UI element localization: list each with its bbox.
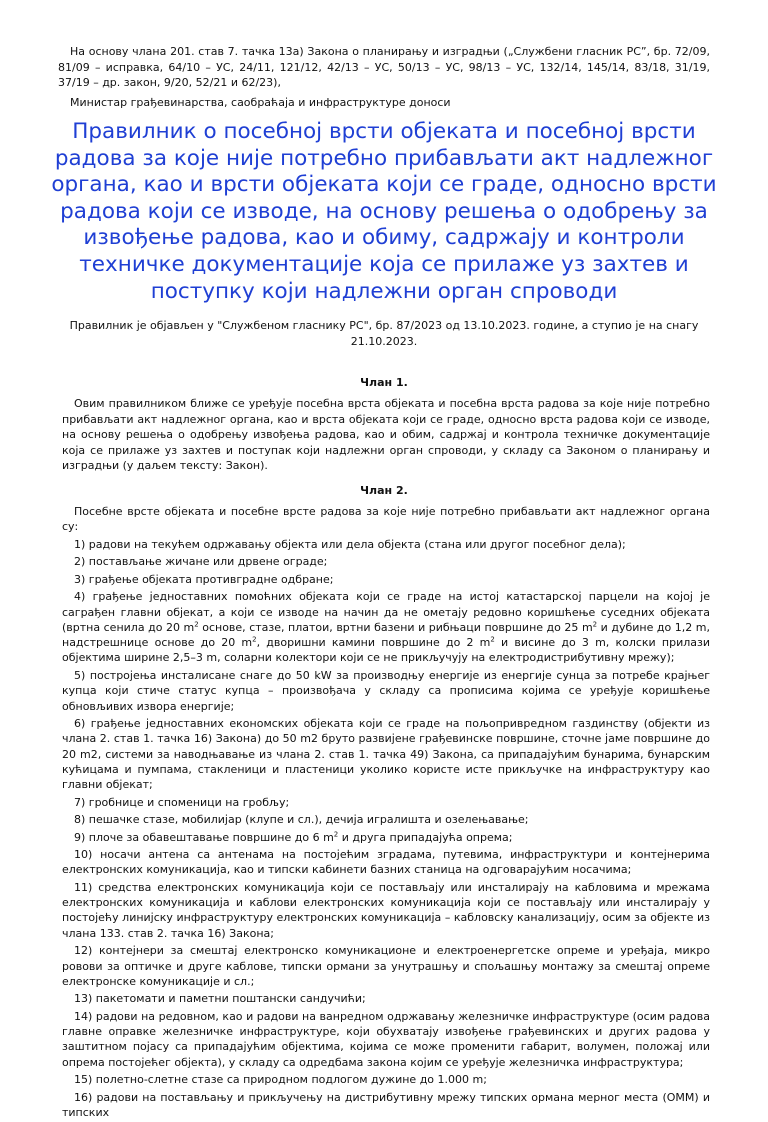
exponent: 2 — [333, 829, 339, 838]
list-item-text: основе, стазе, платои, вртни базени и рибњаци површине до 25 m — [202, 620, 593, 634]
list-item-text: , дворишни камини површине до 2 m — [256, 636, 491, 650]
list-item-text: 4) грађење једноставних помоћних објеката који се граде на истој катастарској парцели на којој је саграђен главни објекат, а који се изводе на начин да не ометају редовно коришћење суседних објеката (вртна сенила до 20 m — [62, 590, 710, 634]
list-item-text: и висине до 3 m, колски прилази објектима ширине 2,5–3 m, соларни колектори који се не прикључују на електродистрибутивну мрежу); — [62, 636, 710, 665]
list-item: 12) контејнери за смештај електронско комуникационе и електроенергетске опреме и уређаја, микро ровови за оптичке и друге каблове, типски ормани за унутрашњу и спољашњу монтажу за смештај опреме електронске комуникације и сл.; — [62, 944, 710, 988]
issuer-line: Министар грађевинарства, саобраћаја и инфраструктуре доноси — [70, 95, 451, 109]
list-item — [62, 830, 710, 845]
article-2-intro: Посебне врсте објеката и посебне врсте радова за које није потребно прибављати акт надлежног органа су: — [62, 505, 710, 534]
list-item: 14) радови на редовном, као и радови на ванредном одржавању железничке инфраструктуре (осим радова главне оправке железничке инфраструктуре, који обухватају извођење грађевинских и других радова у заштитном појасу са припадајућим објектима, којима се може променити габарит, волумен, положај или опрема постојећег објекта), у складу са одредбама закона којим се уређује железничка инфраструктура; — [62, 1009, 710, 1069]
preamble — [58, 44, 710, 110]
article-2-heading: Члан 2. — [360, 484, 408, 497]
publication-note: Правилник је објављен у "Службеном гласнику РС", бр. 87/2023 од 13.10.2023. године, а ступио је на снагу 21.10.2023. — [69, 319, 699, 348]
list-item-text: и друга припадајућа опрема; — [338, 830, 513, 844]
list-item: 5) постројења инсталисане снаге до 50 kW за производњу енергије из енергије сунца за потребе крајњег купца који стиче статус купца – произвођача у складу са прописима којима се уређује коришћење обновљивих извора енергије; — [62, 668, 710, 713]
exponent: 2 — [490, 635, 495, 644]
list-item: 15) полетно-слетне стазе са природном подлогом дужине до 1.000 m; — [74, 1073, 487, 1087]
list-item: 8) пешачке стазе, мобилијар (клупе и сл.), дечија игралишта и озелењавање; — [74, 813, 529, 827]
list-item: 7) гробнице и споменици на гробљу; — [74, 795, 290, 809]
exponent: 2 — [252, 635, 257, 644]
exponent: 2 — [592, 620, 598, 629]
list-item: 13) пакетомати и паметни поштански сандучићи; — [74, 992, 366, 1006]
list-item: 6) грађење једноставних економских објеката који се граде на пољопривредном газдинству (објекти из члана 2. став 1. тачка 16) Закона) до 50 m2 бруто развијене грађевинске површине, сточне јаме површине до 20 m2, системи за наводњавање из члана 2. став 1. тачка 49) Закона, са припадајућим бунарима, бунарским кућицама и пумпама, стакленици и пластеници уколико користе исте прикључке на инфраструктуру као главни објекат; — [62, 716, 710, 792]
list-item: 2) постављање жичане или дрвене ограде; — [74, 555, 328, 569]
list-item: 3) грађење објеката противградне одбране; — [74, 572, 334, 586]
list-item-text: 9) плоче за обавештавање површине до 6 m — [74, 830, 334, 844]
article-1-heading: Члан 1. — [360, 376, 408, 389]
exponent: 2 — [194, 620, 199, 629]
list-item: 1) радови на текућем одржавању објекта или дела објекта (стана или другог посебног дела); — [74, 537, 626, 551]
list-item-text: и дубине до 1,2 m, надстрешнице основе до 20 m — [62, 620, 710, 650]
list-item: 11) средства електронских комуникација који се постављају или инсталирају на кабловима и мрежама електронских комуникација и каблови електронских комуникација који се постављају или инсталирају у постојећу линијску инфраструктуру електронских комуникација – кабловску канализацију, осим за објекте из члана 133. став 2. тачка 16) Закона; — [62, 880, 710, 940]
article-1-text: Овим правилником ближе се уређује посебна врста објеката и посебна врста радова за које није потребно прибављати акт надлежног органа, као и врста објеката који се граде, односно врста радова који се изводе, на основу решења о одобрењу извођења радова, као и обим, садржај и контрола техничке документације која се прилаже уз захтев и поступак који надлежни орган спроводи, у складу са Законом о планирању и изградњи (у даљем тексту: Закон). — [62, 397, 710, 473]
regulation-title: Правилник о посебној врсти објеката и посебној врсти радова за које није потребно прибављати акт надлежног органа, као и врсти објеката који се граде, односно врсти радова који се изводе, на основу решења о одобрењу за извођење радова, као и обиму, садржају и контроли техничке документације која се прилаже уз захтев и поступку који надлежни орган спроводи — [51, 119, 717, 304]
list-item — [62, 589, 710, 665]
list-item: 16) радови на постављању и прикључењу на дистрибутивну мрежу типских ормана мерног места (ОММ) и типских — [62, 1090, 710, 1119]
list-item: 10) носачи антена са антенама на постојећим зградама, путевима, инфраструктури и контејнерима електронских комуникација, као и типски кабинети базних станица на одговарајућим носачима; — [62, 848, 710, 877]
legal-basis: На основу члана 201. став 7. тачка 13а) Закона о планирању и изградњи („Службени гласник РС”, бр. 72/09, 81/09 – исправка, 64/10 – УС, 24/11, 121/12, 42/13 – УС, 50/13 – УС, 98/13 – УС, 132/14, 145/14, 83/18, 31/19, 37/19 – др. закон, 9/20, 52/21 и 62/23), — [58, 45, 710, 90]
article-2-body — [62, 504, 710, 1122]
